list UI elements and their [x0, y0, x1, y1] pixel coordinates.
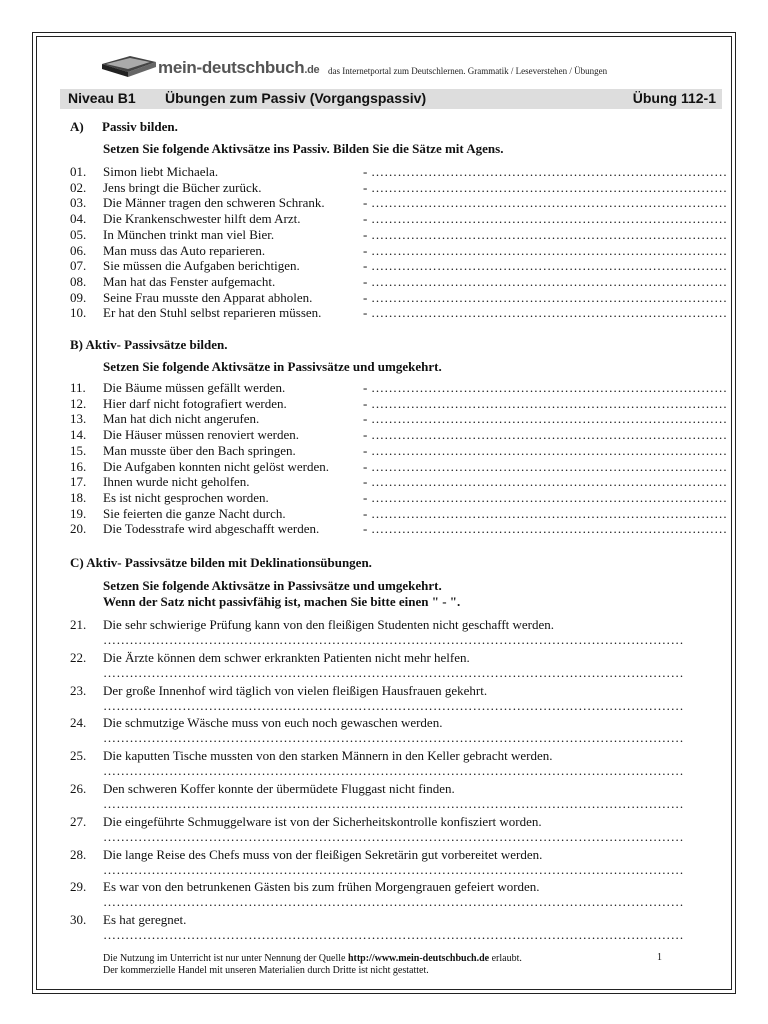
item-number: 13. — [70, 411, 87, 427]
item-number: 06. — [70, 242, 87, 258]
item-sentence: Hier darf nicht fotografiert werden. — [103, 395, 287, 411]
item-number: 23. — [70, 682, 87, 698]
item-number: 20. — [70, 521, 87, 537]
answer-line[interactable]: - ……………………………………………………………………… — [363, 489, 728, 505]
section-a-instruction: Setzen Sie folgende Aktivsätze ins Passiv. Bilden Sie die Sätze mit Agens. — [103, 141, 504, 156]
footer-note: Die Nutzung im Unterricht ist nur unter Nennung der Quelle http://www.mein-deutschbuch.de erlaubt. Der kommerzielle Handel mit unseren Materialien durch Dritte ist nicht gestattet. — [103, 953, 522, 976]
item-number: 28. — [70, 846, 87, 862]
item-sentence: Die eingeführte Schmuggelware ist von der Sicherheitskontrolle konfisziert worden. — [103, 813, 542, 829]
answer-line[interactable]: …………………………………………………………………………………………………………………… — [103, 861, 684, 877]
item-number: 24. — [70, 715, 87, 731]
item-sentence: Es hat geregnet. — [103, 912, 187, 928]
page-header — [60, 44, 724, 86]
item-number: 19. — [70, 505, 87, 521]
section-a-heading: A) Passiv bilden. — [70, 119, 178, 134]
answer-line[interactable]: - ……………………………………………………………………… — [363, 395, 728, 411]
answer-line[interactable]: …………………………………………………………………………………………………………………… — [103, 828, 684, 844]
worksheet — [60, 44, 728, 984]
answer-line[interactable]: - ……………………………………………………………………… — [363, 442, 728, 458]
answer-line[interactable]: …………………………………………………………………………………………………………………… — [103, 632, 684, 647]
answer-line[interactable]: …………………………………………………………………………………………………………………… — [103, 730, 684, 746]
item-sentence: Ihnen wurde nicht geholfen. — [103, 474, 250, 490]
item-sentence: Man musste über den Bach springen. — [103, 442, 296, 458]
item-sentence: Man hat dich nicht angerufen. — [103, 411, 260, 427]
site-tagline: das Internetportal zum Deutschlernen. Grammatik / Leseverstehen / Übungen — [328, 66, 608, 76]
item-sentence: Die lange Reise des Chefs muss von der fleißigen Sekretärin gut vorbereitet werden. — [103, 846, 543, 862]
answer-line[interactable]: - ……………………………………………………………………… — [363, 242, 728, 258]
item-sentence: Es ist nicht gesprochen worden. — [103, 489, 269, 505]
item-sentence: Der große Innenhof wird täglich von vielen fleißigen Hausfrauen gekehrt. — [103, 682, 488, 698]
site-logo-text: mein-deutschbuch.de — [158, 58, 320, 77]
item-number: 04. — [70, 211, 87, 227]
item-number: 12. — [70, 395, 87, 411]
item-number: 15. — [70, 442, 87, 458]
topic-title: Übungen zum Passiv (Vorgangspassiv) — [165, 90, 427, 106]
answer-line[interactable]: - ……………………………………………………………………… — [363, 179, 728, 195]
item-sentence: Die Männer tragen den schweren Schrank. — [103, 195, 325, 211]
item-number: 30. — [70, 912, 87, 928]
item-sentence: Die Aufgaben konnten nicht gelöst werden. — [103, 458, 329, 474]
item-number: 07. — [70, 258, 87, 274]
item-sentence: Sie feierten die ganze Nacht durch. — [103, 505, 286, 521]
section-b-heading: B) Aktiv- Passivsätze bilden. — [70, 337, 228, 352]
item-number: 26. — [70, 781, 87, 796]
item-sentence: Seine Frau musste den Apparat abholen. — [103, 289, 313, 305]
item-sentence: Den schweren Koffer konnte der übermüdete Fluggast nicht finden. — [103, 781, 455, 796]
answer-line[interactable]: - ……………………………………………………………………… — [363, 195, 728, 211]
exercise-number: Übung 112-1 — [632, 90, 716, 106]
answer-line[interactable]: …………………………………………………………………………………………………………………… — [103, 763, 684, 779]
item-number: 09. — [70, 289, 87, 305]
item-sentence: Sie müssen die Aufgaben berichtigen. — [103, 258, 300, 274]
item-number: 22. — [70, 649, 87, 665]
answer-line[interactable]: …………………………………………………………………………………………………………………… — [103, 796, 684, 811]
item-number: 27. — [70, 813, 87, 829]
section-c-instruction-1: Setzen Sie folgende Aktivsätze in Passivsätze und umgekehrt. — [103, 578, 442, 593]
item-number: 21. — [70, 617, 87, 632]
answer-line[interactable]: - ……………………………………………………………………… — [363, 305, 728, 321]
answer-line[interactable]: - ……………………………………………………………………… — [363, 458, 728, 474]
item-sentence: Die Bäume müssen gefällt werden. — [103, 380, 286, 395]
item-number: 08. — [70, 273, 87, 289]
item-number: 14. — [70, 427, 87, 443]
answer-line[interactable]: - ……………………………………………………………………… — [363, 258, 728, 274]
item-sentence: Simon liebt Michaela. — [103, 164, 219, 179]
item-sentence: Die sehr schwierige Prüfung kann von den fleißigen Studenten nicht geschafft werden. — [103, 617, 555, 632]
item-number: 01. — [70, 164, 87, 179]
item-number: 10. — [70, 305, 87, 321]
level-label: Niveau B1 — [68, 90, 136, 106]
answer-line[interactable]: - ……………………………………………………………………… — [363, 289, 728, 305]
answer-line[interactable]: - ……………………………………………………………………… — [363, 226, 728, 242]
item-sentence: In München trinkt man viel Bier. — [103, 226, 275, 242]
section-c-instruction-2: Wenn der Satz nicht passivfähig ist, machen Sie bitte einen " - ". — [103, 594, 461, 609]
item-number: 25. — [70, 748, 87, 764]
answer-line[interactable]: …………………………………………………………………………………………………………………… — [103, 894, 684, 910]
item-sentence: Es war von den betrunkenen Gästen bis zum frühen Morgengrauen gefeiert worden. — [103, 879, 540, 895]
item-sentence: Die Todesstrafe wird abgeschafft werden. — [103, 521, 320, 537]
item-number: 17. — [70, 474, 87, 490]
answer-line[interactable]: …………………………………………………………………………………………………………………… — [103, 927, 684, 943]
answer-line[interactable]: …………………………………………………………………………………………………………………… — [103, 697, 684, 713]
item-number: 02. — [70, 179, 87, 195]
item-sentence: Die schmutzige Wäsche muss von euch noch gewaschen werden. — [103, 715, 443, 731]
title-bar — [60, 89, 722, 109]
item-sentence: Die Ärzte können dem schwer erkrankten Patienten nicht mehr helfen. — [103, 649, 470, 665]
item-number: 05. — [70, 226, 87, 242]
item-number: 16. — [70, 458, 87, 474]
item-sentence: Man muss das Auto reparieren. — [103, 242, 266, 258]
item-sentence: Die Krankenschwester hilft dem Arzt. — [103, 211, 301, 227]
answer-line[interactable]: - ……………………………………………………………………… — [363, 273, 728, 289]
item-sentence: Die kaputten Tische mussten von den starken Männern in den Keller gebracht werden. — [103, 748, 553, 764]
item-number: 11. — [70, 380, 86, 395]
source-link[interactable]: http://www.mein-deutschbuch.de — [347, 953, 490, 964]
item-sentence: Man hat das Fenster aufgemacht. — [103, 273, 276, 289]
item-number: 29. — [70, 879, 87, 895]
answer-line[interactable]: - ……………………………………………………………………… — [363, 411, 728, 427]
answer-line[interactable]: - ……………………………………………………………………… — [363, 427, 728, 443]
answer-line[interactable]: - ……………………………………………………………………… — [363, 521, 728, 537]
answer-line[interactable]: - ……………………………………………………………………… — [363, 211, 728, 227]
item-number: 18. — [70, 489, 87, 505]
book-logo-icon — [100, 52, 158, 78]
answer-line[interactable]: - ……………………………………………………………………… — [363, 380, 728, 395]
section-c-heading: C) Aktiv- Passivsätze bilden mit Deklinationsübungen. — [70, 555, 372, 570]
section-b-instruction: Setzen Sie folgende Aktivsätze in Passivsätze und umgekehrt. — [103, 359, 442, 374]
item-sentence: Die Häuser müssen renoviert werden. — [103, 427, 300, 443]
answer-line[interactable]: - ……………………………………………………………………… — [363, 505, 728, 521]
answer-line[interactable]: - ……………………………………………………………………… — [363, 164, 728, 179]
item-sentence: Er hat den Stuhl selbst reparieren müssen. — [103, 305, 322, 321]
answer-line[interactable]: - ……………………………………………………………………… — [363, 474, 728, 490]
item-sentence: Jens bringt die Bücher zurück. — [103, 179, 262, 195]
item-number: 03. — [70, 195, 87, 211]
page-number: 1 — [657, 952, 662, 963]
answer-line[interactable]: …………………………………………………………………………………………………………………… — [103, 664, 684, 680]
